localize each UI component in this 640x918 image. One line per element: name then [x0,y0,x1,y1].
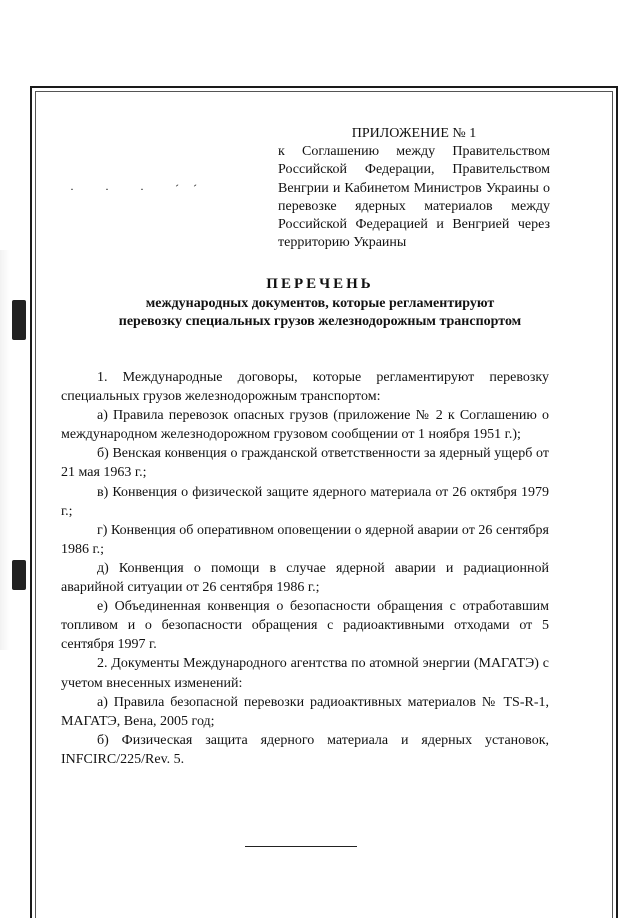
paragraph: б) Венская конвенция о гражданской ответственности за ядерный ущерб от 21 мая 1963 г.; [61,446,549,481]
paragraph: в) Конвенция о физической защите ядерного материала от 26 октября 1979 г.; [61,484,549,519]
scan-edge-shadow [0,250,10,650]
scan-mark [12,560,26,590]
subtitle-line-2: перевозку специальных грузов железнодорожным транспортом [118,314,522,329]
closing-rule [245,846,357,847]
document-body [61,368,549,769]
annex-block [278,125,550,252]
paragraph: д) Конвенция о помощи в случае ядерной аварии и радиационной аварийной ситуации от 26 сентября 1986 г.; [61,560,549,596]
paragraph: б) Физическая защита ядерного материала и ядерных установок, INFCIRC/225/Rev. 5. [61,732,549,767]
subtitle-line-1: международных документов, которые регламентируют [145,296,495,311]
scan-noise: · · · ˊˊ [70,182,211,196]
paragraph: а) Правила перевозок опасных грузов (приложение № 2 к Соглашению о международном железнодорожном грузовом сообщении от 1 ноября 1951 г.); [61,408,549,443]
paragraph: 1. Международные договоры, которые регламентируют перевозку специальных грузов железнодорожным транспортом: [61,370,549,405]
annex-text: к Соглашению между Правительством Российской Федерации, Правительством Венгрии и Кабинетом Министров Украины о перевозке ядерных материалов между Российской Федерацией и Венгрией через территорию Украины [278,144,550,251]
document-title: ПЕРЕЧЕНЬ [266,276,374,292]
paragraph: е) Объединенная конвенция о безопасности обращения с отработавшим топливом и о безопасности обращения с радиоактивными отходами от 5 сентября 1997 г. [61,599,549,653]
document-subtitle [60,295,580,331]
scan-mark [12,300,26,340]
paragraph: 2. Документы Международного агентства по атомной энергии (МАГАТЭ) с учетом внесенных изменений: [61,656,549,691]
annex-title: ПРИЛОЖЕНИЕ № 1 [351,126,477,141]
paragraph: г) Конвенция об оперативном оповещении о ядерной аварии от 26 сентября 1986 г.; [61,522,549,557]
paragraph: а) Правила безопасной перевозки радиоактивных материалов № TS-R-1, МАГАТЭ, Вена, 2005 год; [61,694,549,729]
